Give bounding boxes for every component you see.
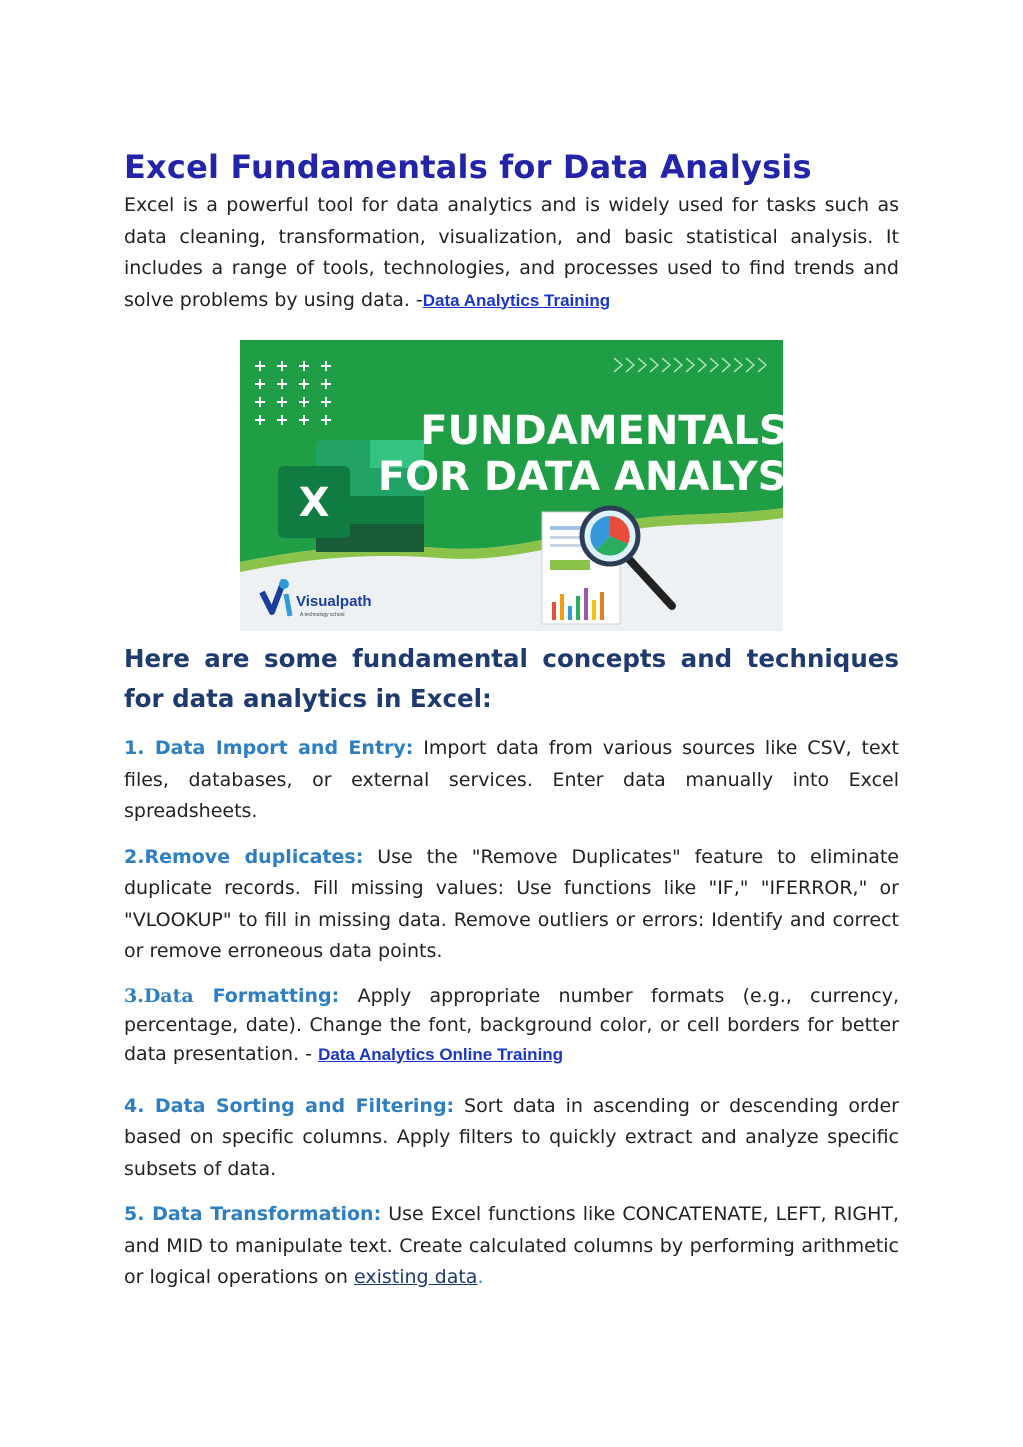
item-label-number: 3.Data [124, 984, 194, 1007]
item-text: Use Excel functions like CONCATENATE, LEFT, RIGHT, and MID to manipulate text. Create calculated columns by performing arithmetic or logical operations on [124, 1203, 899, 1288]
excel-letter: X [298, 480, 330, 526]
banner-heading-line1: FUNDAMENTALS [420, 408, 788, 454]
brand-tagline: A technology school [300, 612, 345, 618]
item-label: 1. Data Import and Entry: [124, 737, 414, 759]
intro-text: Excel is a powerful tool for data analytics and is widely used for tasks such as data cleaning, transformation, visualization, and basic statistical analysis. It includes a range of tools, technologies, and processes used to find trends and solve problems by using data. - [124, 194, 899, 311]
item-text: Use the "Remove Duplicates" feature to eliminate duplicate records. Fill missing values: Use functions like "IF," "IFERROR," or "VLOOKUP" to fill in missing data. Remove outliers or errors: Identify and correct or remove erroneous data points. [124, 845, 900, 962]
banner-image [240, 340, 831, 631]
item-label: Formatting: [193, 984, 340, 1007]
brand-name: Visualpath [296, 593, 372, 610]
item-label: 5. Data Transformation: [124, 1203, 382, 1225]
list-item [124, 733, 899, 828]
list-item [124, 842, 899, 968]
document-page [124, 148, 899, 1294]
banner-heading-line2: FOR DATA ANALYSIS [377, 454, 831, 500]
list-item [124, 1091, 899, 1186]
item-text: Sort data in ascending or descending order based on specific columns. Apply filters to quickly extract and analyze specific subsets of data. [124, 1094, 899, 1180]
list-item [124, 982, 899, 1069]
page-title: Excel Fundamentals for Data Analysis [124, 148, 812, 186]
item-tail: . [477, 1266, 484, 1288]
list-item [124, 1199, 899, 1294]
item-label: 4. Data Sorting and Filtering: [124, 1094, 455, 1117]
item-label: 2.Remove duplicates: [124, 845, 364, 868]
data-analytics-online-training-link[interactable]: Data Analytics Online Training [318, 1044, 564, 1064]
intro-paragraph [124, 190, 899, 316]
existing-data-link[interactable]: existing data [354, 1266, 478, 1288]
item-text: Import data from various sources like CSV, text files, databases, or external services. Enter data manually into Excel spreadsheets. [124, 737, 899, 822]
section-heading: Here are some fundamental concepts and techniques for data analytics in Excel: [124, 644, 899, 713]
item-text: Apply appropriate number formats (e.g., currency, percentage, date). Change the font, background color, or cell borders for better data presentation. - [124, 984, 899, 1065]
data-analytics-training-link[interactable]: Data Analytics Training [422, 290, 611, 310]
